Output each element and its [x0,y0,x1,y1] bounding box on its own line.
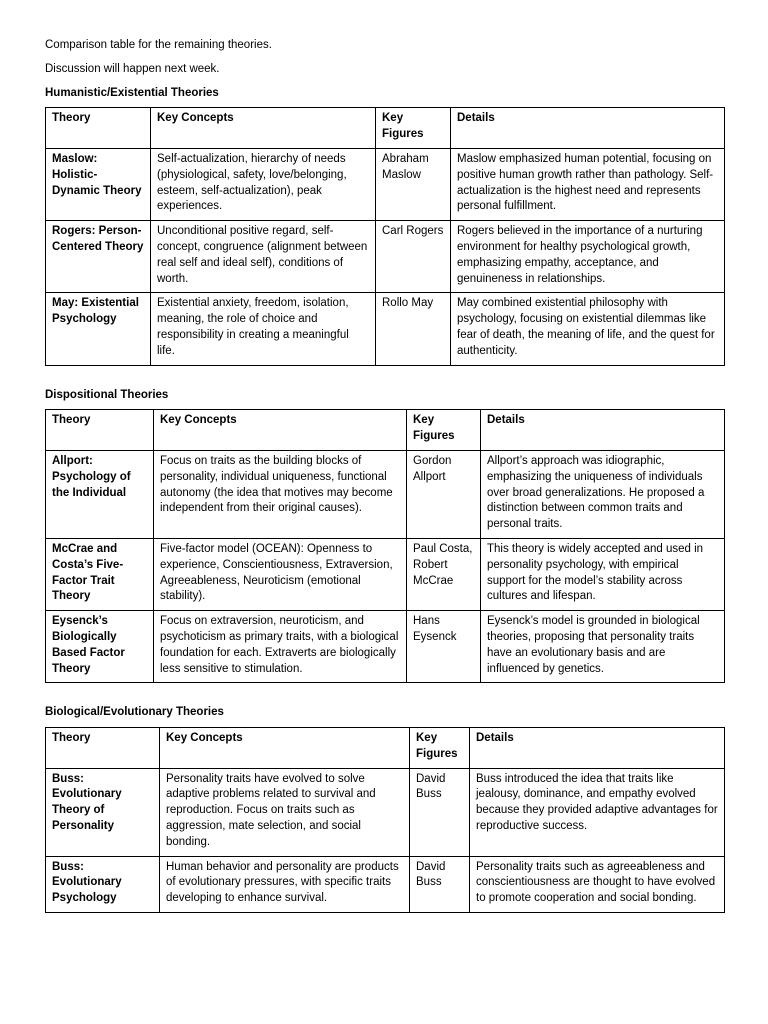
cell-details: Maslow emphasized human potential, focusing on positive human growth rather than pathology. Self-actualization is the highest need and represents personal fulfillment. [451,148,725,220]
cell-theory: Buss: Evolutionary Theory of Personality [46,768,160,856]
table-header-row [46,410,725,451]
cell-key-concepts: Unconditional positive regard, self-concept, congruence (alignment between real self and ideal self), conditions of worth. [151,221,376,293]
cell-key-figures: Carl Rogers [376,221,451,293]
section-title-biological: Biological/Evolutionary Theories [45,706,224,719]
table-header-row [46,108,725,149]
header-key-figures: Key Figures [410,728,470,769]
cell-details: Eysenck’s model is grounded in biological theories, proposing that personality traits have an evolutionary basis and are influenced by genetics. [481,611,725,683]
cell-details: Rogers believed in the importance of a nurturing environment for healthy psychological growth, emphasizing empathy, acceptance, and genuineness in relationships. [451,221,725,293]
table-dispositional [45,409,725,683]
section-title-humanistic: Humanistic/Existential Theories [45,86,219,99]
section-title-dispositional: Dispositional Theories [45,388,169,401]
header-key-concepts: Key Concepts [151,108,376,149]
cell-theory: Maslow: Holistic-Dynamic Theory [46,148,151,220]
header-key-concepts: Key Concepts [154,410,407,451]
cell-key-concepts: Focus on traits as the building blocks of personality, individual uniqueness, functional autonomy (the idea that motives may become independent from their original causes). [154,450,407,538]
table-row [46,221,725,293]
cell-key-figures: Paul Costa, Robert McCrae [407,538,481,610]
table-row [46,856,725,912]
cell-key-concepts: Self-actualization, hierarchy of needs (physiological, safety, love/belonging, esteem, self-actualization), peak experiences. [151,148,376,220]
table-row [46,538,725,610]
intro-line-1: Comparison table for the remaining theories. [45,39,272,51]
table-row [46,611,725,683]
header-details: Details [481,410,725,451]
cell-theory: Eysenck’s Biologically Based Factor Theory [46,611,154,683]
header-key-figures: Key Figures [407,410,481,451]
header-theory: Theory [46,410,154,451]
header-details: Details [470,728,725,769]
header-theory: Theory [46,728,160,769]
table-row [46,148,725,220]
cell-key-figures: Gordon Allport [407,450,481,538]
cell-details: Personality traits such as agreeableness and conscientiousness are thought to have evolved to promote cooperation and social bonding. [470,856,725,912]
cell-key-figures: Abraham Maslow [376,148,451,220]
header-details: Details [451,108,725,149]
cell-theory: Rogers: Person-Centered Theory [46,221,151,293]
table-row [46,768,725,856]
cell-details: This theory is widely accepted and used in personality psychology, with empirical support for the model’s stability across cultures and lifespan. [481,538,725,610]
cell-details: Allport’s approach was idiographic, emphasizing the uniqueness of individuals over broad generalizations. He proposed a distinction between common traits and personal traits. [481,450,725,538]
cell-key-figures: Hans Eysenck [407,611,481,683]
cell-key-concepts: Focus on extraversion, neuroticism, and psychoticism as primary traits, with a biological foundation for each. Extraverts are biologically less sensitive to stimulation. [154,611,407,683]
cell-key-concepts: Human behavior and personality are products of evolutionary pressures, with specific traits developing to enhance survival. [160,856,410,912]
header-theory: Theory [46,108,151,149]
cell-key-figures: Rollo May [376,293,451,365]
header-key-figures: Key Figures [376,108,451,149]
cell-theory: May: Existential Psychology [46,293,151,365]
cell-key-concepts: Personality traits have evolved to solve adaptive problems related to survival and reproduction. Focus on traits such as aggression, mate selection, and social bonding. [160,768,410,856]
cell-key-figures: David Buss [410,768,470,856]
intro-line-2: Discussion will happen next week. [45,62,220,75]
cell-key-concepts: Five-factor model (OCEAN): Openness to experience, Conscientiousness, Extraversion, Agreeableness, Neuroticism (emotional stability). [154,538,407,610]
cell-details: May combined existential philosophy with psychology, focusing on existential dilemmas like fear of death, the meaning of life, and the quest for authenticity. [451,293,725,365]
cell-key-concepts: Existential anxiety, freedom, isolation, meaning, the role of choice and responsibility in creating a meaningful life. [151,293,376,365]
cell-details: Buss introduced the idea that traits like jealousy, dominance, and empathy evolved because they provided adaptive advantages for reproductive success. [470,768,725,856]
table-row [46,293,725,365]
cell-theory: Allport: Psychology of the Individual [46,450,154,538]
cell-theory: Buss: Evolutionary Psychology [46,856,160,912]
cell-key-figures: David Buss [410,856,470,912]
header-key-concepts: Key Concepts [160,728,410,769]
table-humanistic [45,107,725,365]
table-row [46,450,725,538]
document-page [45,38,724,913]
table-header-row [46,728,725,769]
cell-theory: McCrae and Costa’s Five-Factor Trait Theory [46,538,154,610]
table-biological [45,727,725,913]
